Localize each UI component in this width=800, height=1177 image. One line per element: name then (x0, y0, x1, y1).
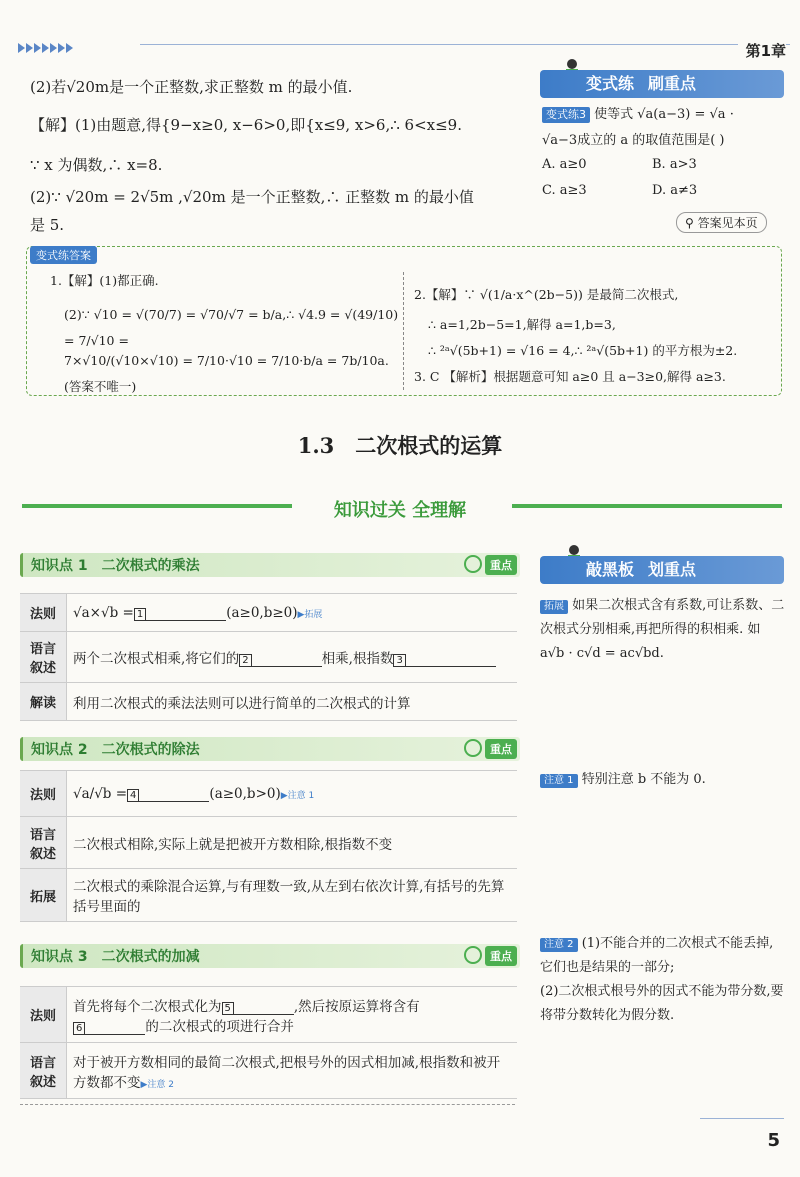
note-2: 注意 2 (1)不能合并的二次根式不能丢掉,它们也是结果的一部分; (2)二次根式根号外的因式不能为带分数,要将带分数转化为假分数. (540, 936, 784, 1023)
kp3-rule: 首先将每个二次根式化为 5 ,然后按原运算将含有 6 的二次根式的项进行合并 (67, 987, 518, 1043)
blackboard-banner: 敲黑板 划重点 (540, 556, 784, 584)
kp1-badge: 重点 (485, 555, 517, 575)
kp1-header: 知识点 1 二次根式的乘法 重点 (20, 553, 520, 577)
solution-1-line2: ∵ x 为偶数,∴ x=8. (30, 156, 163, 174)
practice-question-line2: √a−3成立的 a 的取值范围是( ) (542, 133, 725, 148)
answer-2-line2: ∴ a=1,2b−5=1,解得 a=1,b=3, (428, 317, 616, 332)
kp1-rule: √a×√b = 1 (a≥0,b≥0)▶拓展 (67, 594, 518, 632)
kp2-header: 知识点 2 二次根式的除法 重点 (20, 737, 520, 761)
header-line (140, 44, 790, 45)
kp3-ref-link[interactable]: ▶注意 2 (140, 1079, 175, 1090)
option-a: A. a≥0 (542, 157, 587, 172)
answer-1-line3: 7×√10/(√10×√10) = 7/10·√10 = 7/10·b/a = 7b/10a.(答案不唯一) (64, 353, 389, 394)
kp1-ref-link[interactable]: ▶拓展 (297, 609, 323, 620)
kp2-rule: √a/√b = 4 (a≥0,b>0)▶注意 1 (67, 771, 518, 817)
target-icon (464, 946, 482, 964)
kp2-table: 法则 √a/√b = 4 (a≥0,b>0)▶注意 1 语言叙述 二次根式相除,实际上就是把被开方数相除,根指数不变 拓展 二次根式的乘除混合运算,与有理数一致,从左到右依次计算,有括号的先算括号里面的 (20, 770, 517, 922)
kp2-statement: 二次根式相除,实际上就是把被开方数相除,根指数不变 (67, 817, 518, 869)
note1-tag: 注意 1 (540, 774, 578, 788)
solution-2-line1: (2)∵ √20m = 2√5m ,√20m 是一个正整数,∴ 正整数 m 的最小值 (30, 188, 474, 206)
answer-link-button[interactable]: ⚲ 答案见本页 (676, 212, 767, 233)
note-1: 注意 1 特别注意 b 不能为 0. (540, 768, 785, 792)
solution-2-line2: 是 5. (30, 216, 65, 234)
key-icon: ⚲ (685, 216, 694, 230)
kp3-statement: 对于被开方数相同的最简二次根式,把根号外的因式相加减,根指数和被开方数都不变▶注意 2 (67, 1043, 518, 1099)
chapter-label: 第1章 (738, 40, 786, 61)
tuozhan-tag: 拓展 (540, 600, 568, 614)
kp3-header: 知识点 3 二次根式的加减 重点 (20, 944, 520, 968)
kp2-badge: 重点 (485, 739, 517, 759)
tuozhan-note: 拓展 如果二次根式含有系数,可让系数、二次根式分别相乘,再把所得的积相乘. 如 a√b · c√d = ac√bd. (540, 598, 785, 661)
answer-1-line2: (2)∵ √10 = √(70/7) = √70/√7 = b/a,∴ √4.9 = √(49/10) = 7/√10 = (64, 307, 399, 348)
question-2: (2)若√20m是一个正整数,求正整数 m 的最小值. (30, 78, 353, 96)
practice-banner: 变式练 刷重点 (540, 70, 784, 98)
header-arrows (18, 38, 138, 50)
answer-3: 3. C 【解析】根据题意可知 a≥0 且 a−3≥0,解得 a≥3. (414, 369, 726, 384)
answers-tag: 变式练答案 (30, 246, 97, 264)
option-c: C. a≥3 (542, 183, 587, 198)
answer-1-line1: 1.【解】(1)都正确. (50, 273, 159, 288)
kp2-extension: 二次根式的乘除混合运算,与有理数一致,从左到右依次计算,有括号的先算括号里面的 (67, 869, 518, 922)
option-d: D. a≠3 (652, 183, 698, 198)
target-icon (464, 739, 482, 757)
answers-divider (403, 272, 405, 390)
kp3-table: 法则 首先将每个二次根式化为 5 ,然后按原运算将含有 6 的二次根式的项进行合并 语言叙述 对于被开方数相同的最简二次根式,把根号外的因式相加减,根指数和被开方数都不变▶注意 2 (20, 986, 517, 1099)
note2-tag: 注意 2 (540, 938, 578, 952)
answer-2-line1: 2.【解】∵ √(1/a·x^(2b−5)) 是最简二次根式, (414, 287, 679, 302)
answer-2-line3: ∴ ²ᵃ√(5b+1) = √16 = 4,∴ ²ᵃ√(5b+1) 的平方根为±2. (428, 343, 738, 358)
kp3-badge: 重点 (485, 946, 517, 966)
bottom-line (20, 1104, 515, 1105)
target-icon (464, 555, 482, 573)
option-b: B. a>3 (652, 157, 697, 172)
page-number: 5 (767, 1130, 780, 1151)
kp2-ref-link[interactable]: ▶注意 1 (280, 790, 315, 801)
footer-line (700, 1118, 784, 1119)
kp1-statement: 两个二次根式相乘,将它们的 2 相乘,根指数 3 (67, 632, 518, 683)
solution-1-line1: 【解】(1)由题意,得{9−x≥0, x−6>0,即{x≤9, x>6,∴ 6<x≤9. (30, 116, 462, 134)
kp1-interpretation: 利用二次根式的乘法法则可以进行简单的二次根式的计算 (67, 683, 518, 721)
kp1-table: 法则 √a×√b = 1 (a≥0,b≥0)▶拓展 语言叙述 两个二次根式相乘,将它们的 2 相乘,根指数 3 解读 利用二次根式的乘法法则可以进行简单的二次根式的计算 (20, 593, 517, 721)
practice-question: 变式练3 使等式 √a(a−3) = √a · (542, 102, 784, 128)
practice-tag: 变式练3 (542, 107, 590, 123)
knowledge-title: 知识过关 全理解 (300, 496, 500, 522)
section-title: 1.3 二次根式的运算 (297, 433, 503, 458)
